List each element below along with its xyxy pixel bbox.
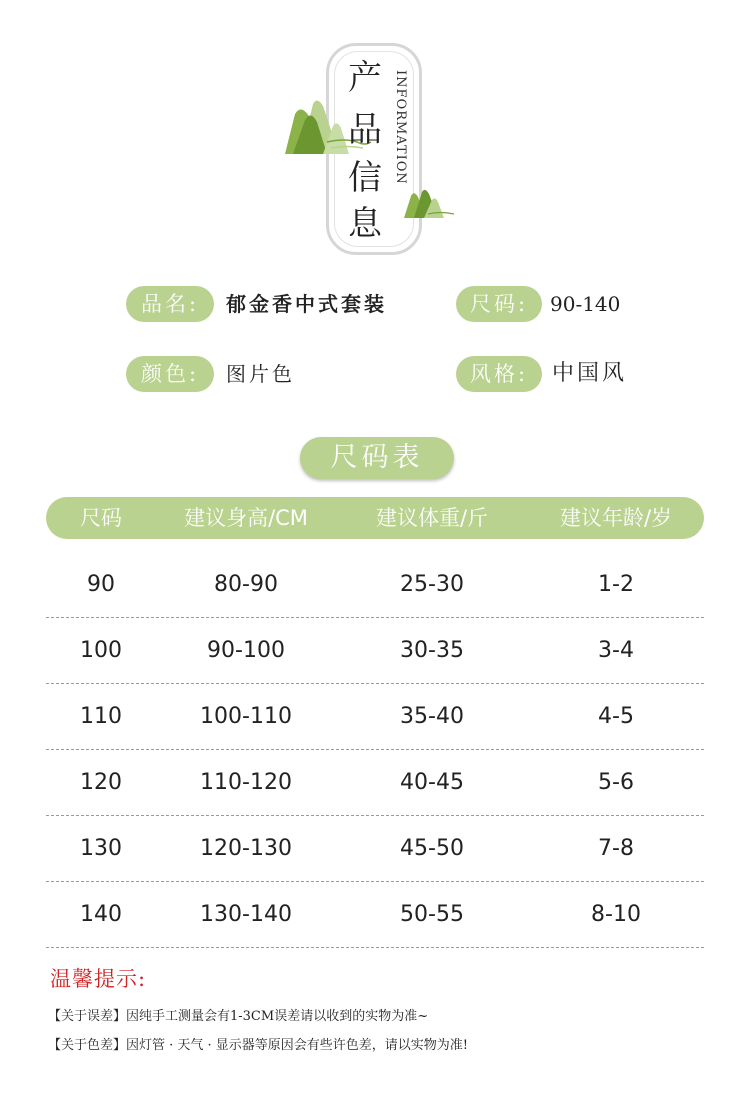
cell-age: 1-2 [598, 572, 634, 597]
tip-error: 【关于误差】因纯手工测量会有1-3CM误差请以收到的实物为准~ [48, 1009, 429, 1024]
cell-size: 120 [80, 770, 122, 795]
cell-size: 100 [80, 638, 122, 663]
title-char-4: 息 [348, 204, 382, 244]
cell-size: 90 [87, 572, 115, 597]
color-label: 颜色: [126, 356, 214, 392]
table-row [46, 618, 704, 684]
header-age: 建议年龄/岁 [559, 506, 673, 530]
row-divider [46, 947, 704, 948]
tips-title: 温馨提示: [50, 967, 147, 991]
header-weight: 建议体重/斤 [375, 506, 489, 530]
cell-weight: 50-55 [400, 902, 464, 927]
title-char-3: 信 [348, 158, 382, 198]
mountain-small-icon [402, 186, 456, 220]
cell-size: 110 [80, 704, 122, 729]
cell-height: 90-100 [207, 638, 285, 663]
header-height: 建议身高/CM [184, 506, 308, 530]
cell-age: 3-4 [598, 638, 634, 663]
table-row [46, 552, 704, 618]
cell-weight: 40-45 [400, 770, 464, 795]
cell-height: 80-90 [214, 572, 278, 597]
cell-weight: 35-40 [400, 704, 464, 729]
cell-size: 140 [80, 902, 122, 927]
tip-color: 【关于色差】因灯管 · 天气 · 显示器等原因会有些许色差，请以实物为准! [48, 1038, 469, 1053]
title-char-2: 品 [348, 110, 382, 150]
product-name-value: 郁金香中式套装 [226, 292, 387, 316]
color-value: 图片色 [226, 362, 295, 386]
cell-size: 130 [80, 836, 122, 861]
table-row [46, 684, 704, 750]
size-table-header [46, 497, 704, 539]
table-row [46, 882, 704, 948]
cell-age: 4-5 [598, 704, 634, 729]
style-label: 风格: [456, 356, 542, 392]
table-row [46, 816, 704, 882]
cell-height: 110-120 [200, 770, 292, 795]
cell-age: 8-10 [591, 902, 641, 927]
size-label: 尺码: [456, 286, 542, 322]
title-char-1: 产 [348, 58, 382, 98]
cell-age: 7-8 [598, 836, 634, 861]
cell-age: 5-6 [598, 770, 634, 795]
header-size: 尺码 [80, 506, 122, 530]
cell-weight: 25-30 [400, 572, 464, 597]
product-name-label: 品名: [126, 286, 214, 322]
size-value: 90-140 [550, 292, 621, 316]
cell-weight: 30-35 [400, 638, 464, 663]
cell-weight: 45-50 [400, 836, 464, 861]
size-table-title: 尺码表 [300, 437, 454, 479]
cell-height: 120-130 [200, 836, 292, 861]
table-row [46, 750, 704, 816]
style-value: 中国风 [552, 361, 628, 386]
cell-height: 130-140 [200, 902, 292, 927]
cell-height: 100-110 [200, 704, 292, 729]
title-english: INFORMATION [393, 70, 408, 185]
